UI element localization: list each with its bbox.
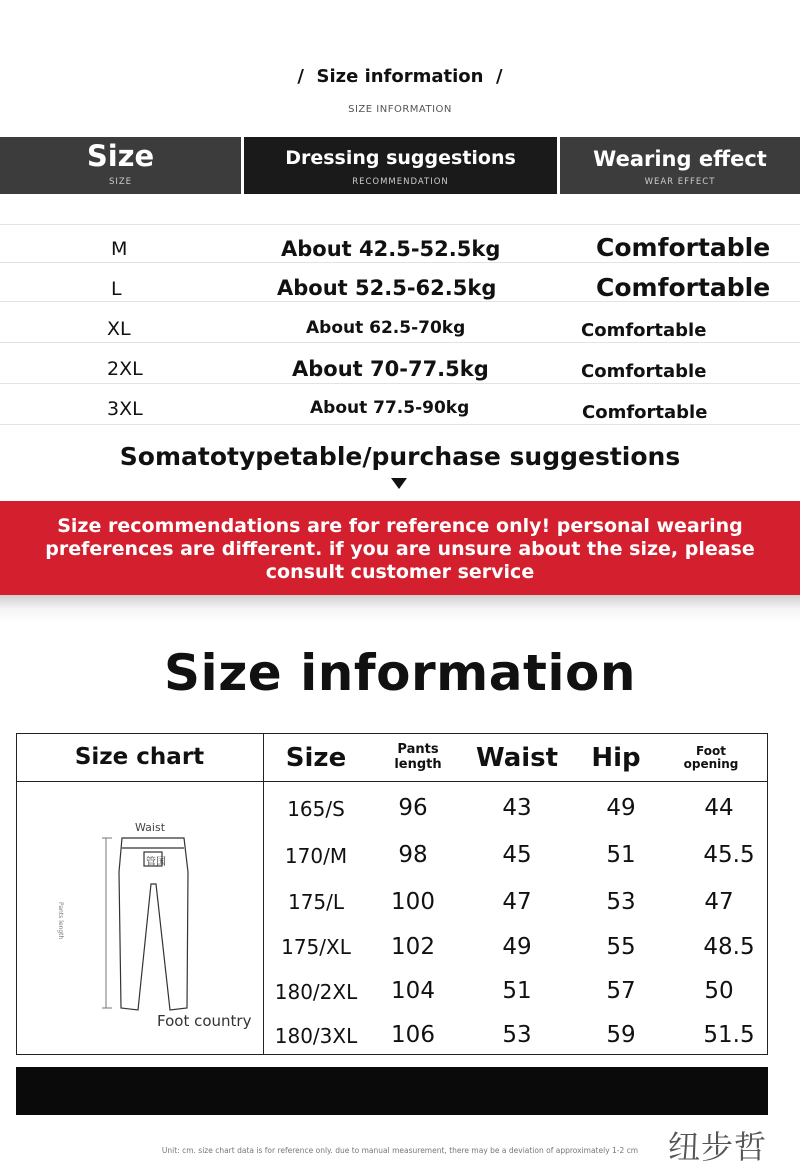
header-pants-length-line: Pants <box>397 742 439 757</box>
row-divider <box>0 424 800 425</box>
column-header-size-label: Size <box>86 139 155 173</box>
cell-length: 98 <box>398 842 428 868</box>
header-foot-opening-line: opening <box>683 757 739 771</box>
rec-weight: About 77.5-90kg <box>310 398 470 418</box>
rec-weight: About 70-77.5kg <box>292 357 489 381</box>
diagram-side-label: Pants length <box>57 902 64 940</box>
rec-size: M <box>111 238 128 260</box>
rec-weight: About 42.5-52.5kg <box>281 237 501 261</box>
cell-hip: 49 <box>606 795 636 821</box>
size-info-title: Size information <box>164 644 636 702</box>
column-header-size-sub: SIZE <box>108 177 133 187</box>
header-pants-length-line: length <box>394 757 442 772</box>
cell-length: 102 <box>391 934 435 960</box>
rec-weight: About 52.5-62.5kg <box>277 276 497 300</box>
column-header-effect-label: Wearing effect <box>593 147 767 171</box>
rec-effect: Comfortable <box>582 402 708 423</box>
column-header-recommendation-sub: RECOMMENDATION <box>352 177 449 187</box>
rec-effect: Comfortable <box>581 320 707 341</box>
rec-weight: About 62.5-70kg <box>306 318 466 338</box>
cell-foot: 50 <box>704 978 734 1004</box>
cell-size: 180/3XL <box>274 1024 358 1048</box>
brand-logo: 纽步哲 <box>668 1128 768 1166</box>
rec-effect: Comfortable <box>596 273 771 302</box>
section-title <box>0 66 800 87</box>
header-size: Size <box>285 743 347 773</box>
cell-length: 100 <box>391 889 435 915</box>
cell-size: 175/XL <box>281 935 351 959</box>
notice-line: Size recommendations are for reference only! personal wearing <box>57 515 743 537</box>
cell-waist: 43 <box>502 795 532 821</box>
title-slash-left: / <box>297 66 304 87</box>
diagram-waist-label: Waist <box>135 821 166 834</box>
column-header-size <box>0 137 241 194</box>
arrow-down-icon <box>391 478 407 489</box>
divider-strip <box>0 595 800 622</box>
column-header-effect <box>560 137 800 194</box>
rec-size: L <box>111 278 122 300</box>
cell-size: 175/L <box>287 890 345 914</box>
row-divider <box>0 383 800 384</box>
cell-waist: 51 <box>502 978 532 1004</box>
somatotype-heading: Somatotypetable/purchase suggestions <box>119 442 681 471</box>
header-foot-opening-line: Foot <box>696 744 726 758</box>
rec-size: 3XL <box>107 398 143 420</box>
cell-foot: 51.5 <box>703 1022 755 1048</box>
notice-line: preferences are different. if you are unsure about the size, please <box>45 538 755 560</box>
title-slash-right: / <box>496 66 503 87</box>
cell-hip: 55 <box>606 934 636 960</box>
header-hip: Hip <box>591 743 641 773</box>
column-header-recommendation-label: Dressing suggestions <box>285 147 516 169</box>
notice-text <box>20 515 780 584</box>
black-band <box>16 1067 768 1115</box>
cell-foot: 48.5 <box>703 934 755 960</box>
cell-waist: 53 <box>502 1022 532 1048</box>
rec-effect: Comfortable <box>581 361 707 382</box>
header-waist: Waist <box>475 743 559 773</box>
table-divider <box>16 781 768 782</box>
size-chart-label: Size chart <box>74 744 205 770</box>
cell-size: 180/2XL <box>274 980 358 1004</box>
cell-foot: 47 <box>704 889 734 915</box>
rec-size: 2XL <box>107 358 143 380</box>
row-divider <box>0 262 800 263</box>
row-divider <box>0 342 800 343</box>
row-divider <box>0 224 800 225</box>
notice-line: consult customer service <box>265 561 535 583</box>
footnote: Unit: cm. size chart data is for reference only. due to manual measurement, there may be a deviation of approximately 1-2 cm <box>161 1146 639 1155</box>
header-foot-opening <box>678 745 744 771</box>
pants-diagram <box>92 818 262 1038</box>
cell-length: 96 <box>398 795 428 821</box>
cell-waist: 49 <box>502 934 532 960</box>
column-header-recommendation <box>244 137 557 194</box>
title-text: Size information <box>316 66 484 87</box>
cell-foot: 45.5 <box>703 842 755 868</box>
rec-effect: Comfortable <box>596 233 771 262</box>
column-header-effect-sub: WEAR EFFECT <box>644 177 716 187</box>
cell-waist: 45 <box>502 842 532 868</box>
cell-hip: 59 <box>606 1022 636 1048</box>
section-subtitle: SIZE INFORMATION <box>348 104 452 115</box>
diagram-foot-label: Foot country <box>157 1012 252 1030</box>
cell-length: 106 <box>391 1022 435 1048</box>
cell-hip: 57 <box>606 978 636 1004</box>
cell-waist: 47 <box>502 889 532 915</box>
cell-length: 104 <box>391 978 435 1004</box>
cell-foot: 44 <box>704 795 734 821</box>
cell-size: 165/S <box>287 797 345 821</box>
cell-hip: 51 <box>606 842 636 868</box>
rec-size: XL <box>107 318 131 340</box>
cell-hip: 53 <box>606 889 636 915</box>
diagram-logo-text: 管国 <box>146 857 166 868</box>
cell-size: 170/M <box>284 844 348 868</box>
header-pants-length <box>380 742 456 772</box>
